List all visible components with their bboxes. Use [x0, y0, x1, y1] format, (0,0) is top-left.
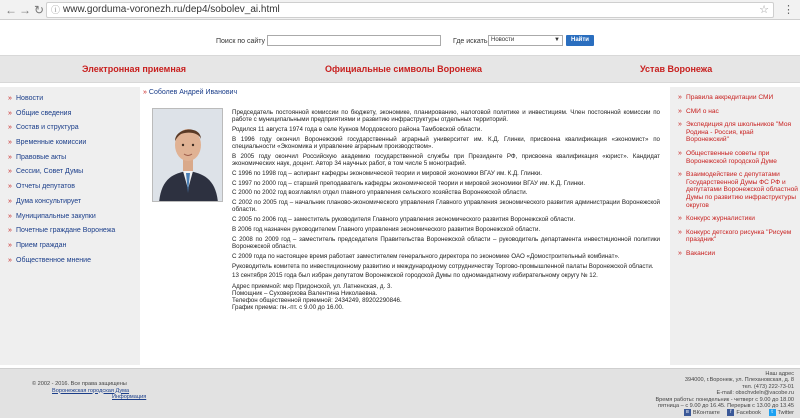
contact-line: Помощник – Суховерхова Валентина Николаевна.: [232, 289, 378, 297]
left-menu-item[interactable]: » Общие сведения: [8, 109, 72, 117]
search-input[interactable]: [267, 35, 441, 46]
address-line: 394000, г.Воронеж, ул. Плехановская, д. 8: [684, 377, 794, 384]
left-menu-item[interactable]: » Новости: [8, 95, 44, 102]
email-line: E-mail: obschvdeln@vacobe.ru: [716, 390, 794, 397]
left-menu-item[interactable]: » Состав и структура: [8, 124, 79, 132]
left-menu-item[interactable]: » Правовые акты: [8, 153, 67, 161]
contact-line: Телефон общественной приемной: 2434249, 89202290846.: [232, 296, 402, 304]
portrait-image: [153, 109, 223, 202]
back-icon[interactable]: ←: [5, 3, 17, 17]
copyright-text: © 2002 - 2016. Все права защищены: [32, 381, 127, 387]
left-menu-item[interactable]: » Дума консультирует: [8, 197, 82, 205]
topnav-reception[interactable]: Электронная приемная: [82, 64, 187, 74]
bio-paragraph: С 1997 по 2000 год – старший преподаватель кафедры экономической теории и мировой экономики ВГАУ им. К.Д. Глинки.: [232, 179, 586, 187]
right-menu-item[interactable]: » Конкурс журналистики: [678, 215, 755, 223]
right-menu-item[interactable]: » Вакансии: [678, 249, 716, 257]
bio-paragraph: С 2009 года по настоящее время работает заместителем генерального директора по экономике ОАО «Домостроительный комбинат».: [232, 252, 620, 260]
search-label: Поиск по сайту: [216, 38, 266, 45]
reload-icon[interactable]: ↻: [33, 3, 45, 17]
right-menu-item[interactable]: » Экспедиция для школьников "Моя Родина - Россия, край Воронежский": [678, 121, 792, 144]
right-menu-item[interactable]: » Общественные советы при Воронежской городской Думе: [678, 149, 777, 165]
site-search-bar: [0, 34, 800, 50]
bio-paragraph: 13 сентября 2015 года был избран депутатом Воронежской городской Думы по одномандатному избирательному округу № 12.: [232, 272, 598, 280]
bio-paragraph: С 2005 по 2006 год – заместитель руководителя Главного управления экономического развития Воронежской области.: [232, 216, 576, 224]
browser-chrome: [0, 0, 800, 20]
topnav-charter[interactable]: Устав Воронежа: [640, 64, 713, 74]
footer-copyright-block: [32, 381, 146, 401]
address-bar[interactable]: [46, 2, 774, 18]
vk-icon: в: [684, 409, 691, 416]
right-sidebar: [670, 87, 800, 365]
left-menu-item[interactable]: » Временные комиссии: [8, 139, 87, 147]
twitter-link[interactable]: t Twitter: [769, 409, 794, 416]
bullet-icon: »: [143, 89, 147, 96]
topnav-symbols[interactable]: Официальные символы Воронежа: [325, 64, 482, 74]
where-select-value: Новости: [491, 37, 515, 43]
org-link[interactable]: Воронежская городская Дума: [52, 387, 130, 394]
right-menu-item[interactable]: » Правила аккредитации СМИ: [678, 94, 774, 101]
left-menu: [8, 92, 115, 268]
bio-paragraph: Председатель постоянной комиссии по бюджету, экономике, планированию, налоговой политике и инвестициям. Член постоянной комиссии по работе с муниципальными предприятиями и развитию инфраструктуры отдельных территорий.: [232, 109, 660, 124]
find-button[interactable]: Найти: [566, 35, 594, 46]
facebook-link[interactable]: f Facebook: [727, 409, 761, 416]
left-menu-item[interactable]: » Сессии, Совет Думы: [8, 168, 84, 176]
contact-line: Адрес приемной: мкр Придонской, ул. Латненская, д. 3.: [232, 282, 393, 290]
right-menu-item[interactable]: » СМИ о нас: [678, 107, 719, 115]
bio-paragraph: В 2006 год назначен руководителем Главного управления экономического развития Воронежской области.: [232, 225, 541, 233]
phone-line: тел. (473) 222-73-01: [742, 383, 794, 390]
bio-paragraph: С 2000 по 2002 год возглавлял отдел главного управления сельского хозяйства Воронежской области.: [232, 189, 528, 197]
bio-paragraph: С 2008 по 2009 год – заместитель председателя Правительства Воронежской области – руководитель департамента инвестиционной политики Воронежской области.: [232, 235, 660, 250]
right-menu: [678, 94, 798, 264]
chevron-down-icon: ▼: [554, 37, 560, 43]
hours-line: пятница – с 9.00 до 16.45. Перерыв с 13.00 до 13.45: [657, 403, 794, 410]
bio-paragraph: С 2002 по 2005 год – начальник планово-экономического управления Главного управления экономического развития администрации Воронежской области.: [232, 199, 660, 214]
page-title: » Соболев Андрей Иванович: [143, 89, 238, 96]
bio-paragraph: В 2005 году окончил Российскую академию государственной службы при Президенте РФ, присвоена квалификация «юрист». Кандидат экономических наук, доцент. Автор 34 научных работ, в том числе 5 монографий.: [232, 152, 660, 167]
browser-menu-icon[interactable]: ⋮: [783, 4, 794, 16]
top-navigation: [0, 55, 800, 83]
left-menu-item[interactable]: » Отчеты депутатов: [8, 183, 76, 191]
twitter-icon: t: [769, 409, 776, 416]
left-sidebar: [0, 87, 140, 365]
info-link[interactable]: Информация: [112, 394, 147, 401]
url-text: www.gorduma-voronezh.ru/dep4/sobolev_ai.html: [63, 4, 280, 15]
right-menu-item[interactable]: » Конкурс детского рисунка "Рисуем праздник": [678, 228, 792, 244]
biography: [232, 109, 660, 311]
vk-link[interactable]: в ВКонтакте: [684, 409, 720, 416]
reception-contacts: [232, 283, 660, 312]
where-label: Где искать: [453, 38, 488, 45]
footer: [0, 368, 800, 418]
hours-line: Время работы: понедельник - четверг с 9.00 до 18.00: [655, 396, 794, 403]
bio-paragraph: Руководитель комитета по инвестиционному развитию и международному сотрудничеству Торгово-промышленной палаты Воронежской области.: [232, 262, 654, 270]
address-heading: Наш адрес: [765, 371, 794, 377]
right-menu-item[interactable]: » Взаимодействие с депутатами Государственной Думы ФС РФ и депутатами Воронежской областной Думы по развитию инфраструктуры округов: [678, 171, 798, 209]
left-menu-item[interactable]: » Почетные граждане Воронежа: [8, 227, 116, 235]
page-info-icon[interactable]: ⓘ: [51, 5, 61, 15]
bookmark-star-icon[interactable]: ☆: [759, 4, 769, 16]
deputy-photo: [152, 108, 223, 202]
left-menu-item[interactable]: » Прием граждан: [8, 241, 67, 249]
where-select[interactable]: [488, 35, 563, 46]
bio-paragraph: В 1996 году окончил Воронежский государственный аграрный университет им. К.Д. Глинки, присвоена квалификация «экономист» по специальности «Экономика и управление аграрным производством».: [232, 135, 660, 150]
left-menu-item[interactable]: » Общественное мнение: [8, 256, 91, 264]
forward-icon[interactable]: →: [19, 3, 31, 17]
left-menu-item[interactable]: » Муниципальные закупки: [8, 212, 96, 220]
bio-paragraph: С 1996 по 1998 год – аспирант кафедры экономической теории и мировой экономики ВГАУ им. К.Д. Глинки.: [232, 169, 542, 177]
contact-line: График приема: пн.-пт. с 9.00 до 16.00.: [232, 304, 344, 312]
bio-paragraph: Родился 11 августа 1974 года в селе Кукнов Мордовского района Тамбовской области.: [232, 126, 483, 133]
footer-address-block: [634, 371, 794, 409]
facebook-icon: f: [727, 409, 734, 416]
social-links: [678, 409, 794, 416]
